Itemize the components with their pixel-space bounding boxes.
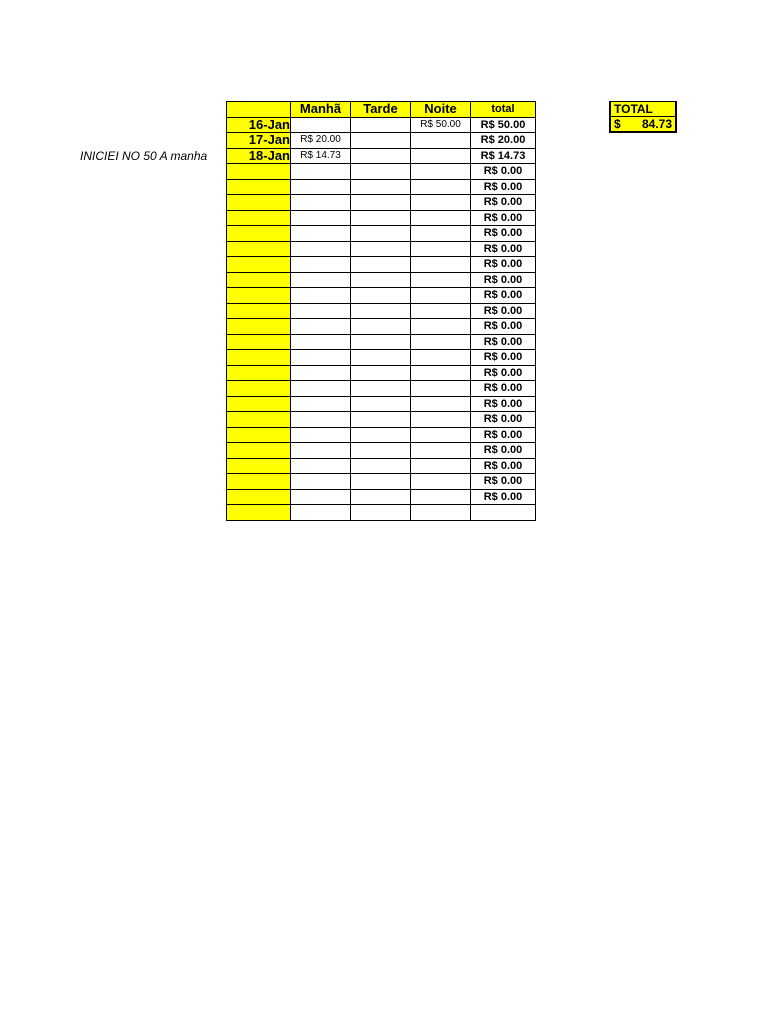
table-row	[227, 334, 536, 350]
tarde-cell[interactable]	[351, 303, 411, 319]
noite-cell[interactable]	[411, 474, 471, 490]
manha-cell[interactable]	[291, 303, 351, 319]
tarde-cell[interactable]	[351, 117, 411, 133]
date-cell[interactable]	[227, 412, 291, 428]
tarde-cell[interactable]	[351, 179, 411, 195]
table-row	[227, 257, 536, 273]
total-cell[interactable]: R$ 0.00	[471, 458, 536, 474]
noite-cell[interactable]	[411, 210, 471, 226]
date-cell[interactable]	[227, 164, 291, 180]
table-row	[227, 195, 536, 211]
noite-cell[interactable]	[411, 365, 471, 381]
manha-cell[interactable]	[291, 164, 351, 180]
manha-cell[interactable]	[291, 179, 351, 195]
tarde-cell[interactable]	[351, 148, 411, 164]
total-cell[interactable]: R$ 0.00	[471, 443, 536, 459]
header-tarde[interactable]: Tarde	[351, 102, 411, 118]
manha-cell[interactable]	[291, 117, 351, 133]
tarde-cell[interactable]	[351, 396, 411, 412]
total-cell[interactable]: R$ 0.00	[471, 350, 536, 366]
manha-cell[interactable]	[291, 288, 351, 304]
table-row	[227, 458, 536, 474]
manha-cell[interactable]	[291, 257, 351, 273]
table-row	[227, 443, 536, 459]
total-cell[interactable]: R$ 0.00	[471, 226, 536, 242]
date-cell[interactable]	[227, 396, 291, 412]
manha-cell[interactable]	[291, 334, 351, 350]
total-cell[interactable]: R$ 0.00	[471, 241, 536, 257]
table-row	[227, 241, 536, 257]
date-cell[interactable]	[227, 489, 291, 505]
total-cell[interactable]: R$ 0.00	[471, 381, 536, 397]
total-cell[interactable]: R$ 0.00	[471, 319, 536, 335]
manha-cell[interactable]	[291, 443, 351, 459]
table-row	[227, 505, 536, 521]
header-manha[interactable]: Manhã	[291, 102, 351, 118]
tarde-cell[interactable]	[351, 195, 411, 211]
tarde-cell[interactable]	[351, 443, 411, 459]
noite-cell[interactable]	[411, 133, 471, 149]
table-row	[227, 210, 536, 226]
table-row	[227, 272, 536, 288]
header-noite[interactable]: Noite	[411, 102, 471, 118]
date-cell[interactable]	[227, 334, 291, 350]
manha-cell[interactable]	[291, 350, 351, 366]
expense-table	[226, 101, 536, 521]
date-cell[interactable]	[227, 288, 291, 304]
total-cell[interactable]: R$ 0.00	[471, 272, 536, 288]
date-cell[interactable]: 17-Jan	[227, 133, 291, 149]
date-cell[interactable]	[227, 365, 291, 381]
table-row	[227, 288, 536, 304]
total-cell[interactable]: R$ 0.00	[471, 396, 536, 412]
table-row	[227, 412, 536, 428]
total-cell[interactable]: R$ 14.73	[471, 148, 536, 164]
table-row	[227, 396, 536, 412]
date-cell[interactable]	[227, 272, 291, 288]
manha-cell[interactable]	[291, 226, 351, 242]
noite-cell[interactable]	[411, 164, 471, 180]
grand-total-currency: $	[614, 117, 621, 131]
date-cell[interactable]	[227, 257, 291, 273]
manha-cell[interactable]	[291, 427, 351, 443]
noite-cell[interactable]	[411, 303, 471, 319]
noite-cell[interactable]	[411, 489, 471, 505]
total-cell[interactable]: R$ 0.00	[471, 179, 536, 195]
noite-cell[interactable]	[411, 412, 471, 428]
noite-cell[interactable]	[411, 319, 471, 335]
tarde-cell[interactable]	[351, 334, 411, 350]
grand-total-label[interactable]: TOTAL	[610, 102, 676, 117]
tarde-cell[interactable]	[351, 365, 411, 381]
manha-cell[interactable]	[291, 365, 351, 381]
tarde-cell[interactable]	[351, 381, 411, 397]
table-row	[227, 148, 536, 164]
table-row	[227, 179, 536, 195]
tarde-cell[interactable]	[351, 412, 411, 428]
table-row	[227, 164, 536, 180]
date-cell[interactable]	[227, 195, 291, 211]
total-cell[interactable]: R$ 0.00	[471, 164, 536, 180]
noite-cell[interactable]: R$ 50.00	[411, 117, 471, 133]
date-cell[interactable]	[227, 241, 291, 257]
manha-cell[interactable]	[291, 489, 351, 505]
manha-cell[interactable]	[291, 195, 351, 211]
noite-cell[interactable]	[411, 179, 471, 195]
note-text: INICIEI NO 50 A manha	[80, 149, 208, 163]
tarde-cell[interactable]	[351, 226, 411, 242]
total-cell[interactable]: R$ 0.00	[471, 210, 536, 226]
date-cell[interactable]	[227, 319, 291, 335]
grand-total-amount: 84.73	[641, 117, 672, 131]
total-cell[interactable]: R$ 0.00	[471, 427, 536, 443]
tarde-cell[interactable]	[351, 458, 411, 474]
noite-cell[interactable]	[411, 257, 471, 273]
noite-cell[interactable]	[411, 381, 471, 397]
header-row	[227, 102, 536, 118]
noite-cell[interactable]	[411, 505, 471, 521]
manha-cell[interactable]	[291, 412, 351, 428]
manha-cell[interactable]	[291, 319, 351, 335]
total-cell[interactable]: R$ 0.00	[471, 334, 536, 350]
noite-cell[interactable]	[411, 427, 471, 443]
date-cell[interactable]	[227, 458, 291, 474]
total-cell[interactable]: R$ 20.00	[471, 133, 536, 149]
noite-cell[interactable]	[411, 148, 471, 164]
noite-cell[interactable]	[411, 195, 471, 211]
date-cell[interactable]	[227, 303, 291, 319]
tarde-cell[interactable]	[351, 474, 411, 490]
table-row	[227, 133, 536, 149]
tarde-cell[interactable]	[351, 133, 411, 149]
table-row	[227, 303, 536, 319]
date-cell[interactable]	[227, 505, 291, 521]
header-total[interactable]: total	[471, 102, 536, 118]
noite-cell[interactable]	[411, 458, 471, 474]
tarde-cell[interactable]	[351, 489, 411, 505]
total-cell[interactable]: R$ 50.00	[471, 117, 536, 133]
noite-cell[interactable]	[411, 241, 471, 257]
manha-cell[interactable]: R$ 20.00	[291, 133, 351, 149]
tarde-cell[interactable]	[351, 319, 411, 335]
manha-cell[interactable]	[291, 272, 351, 288]
date-cell[interactable]	[227, 474, 291, 490]
total-cell[interactable]	[471, 505, 536, 521]
noite-cell[interactable]	[411, 396, 471, 412]
noite-cell[interactable]	[411, 272, 471, 288]
table-row	[227, 319, 536, 335]
table-row	[227, 489, 536, 505]
tarde-cell[interactable]	[351, 350, 411, 366]
noite-cell[interactable]	[411, 288, 471, 304]
date-cell[interactable]	[227, 381, 291, 397]
total-cell[interactable]: R$ 0.00	[471, 257, 536, 273]
manha-cell[interactable]	[291, 241, 351, 257]
table-row	[227, 427, 536, 443]
manha-cell[interactable]	[291, 210, 351, 226]
table-row	[227, 365, 536, 381]
date-cell[interactable]	[227, 210, 291, 226]
noite-cell[interactable]	[411, 226, 471, 242]
total-cell[interactable]: R$ 0.00	[471, 288, 536, 304]
tarde-cell[interactable]	[351, 272, 411, 288]
total-cell[interactable]: R$ 0.00	[471, 365, 536, 381]
header-date[interactable]	[227, 102, 291, 118]
table-row	[227, 474, 536, 490]
date-cell[interactable]	[227, 443, 291, 459]
manha-cell[interactable]: R$ 14.73	[291, 148, 351, 164]
manha-cell[interactable]	[291, 474, 351, 490]
tarde-cell[interactable]	[351, 505, 411, 521]
tarde-cell[interactable]	[351, 427, 411, 443]
grand-total-box	[609, 101, 677, 133]
total-cell[interactable]: R$ 0.00	[471, 195, 536, 211]
noite-cell[interactable]	[411, 334, 471, 350]
manha-cell[interactable]	[291, 396, 351, 412]
manha-cell[interactable]	[291, 381, 351, 397]
noite-cell[interactable]	[411, 443, 471, 459]
date-cell[interactable]	[227, 350, 291, 366]
date-cell[interactable]	[227, 179, 291, 195]
total-cell[interactable]: R$ 0.00	[471, 303, 536, 319]
date-cell[interactable]	[227, 427, 291, 443]
grand-total-cell[interactable]	[610, 117, 676, 133]
tarde-cell[interactable]	[351, 288, 411, 304]
date-cell[interactable]: 18-Jan	[227, 148, 291, 164]
date-cell[interactable]	[227, 226, 291, 242]
tarde-cell[interactable]	[351, 241, 411, 257]
tarde-cell[interactable]	[351, 164, 411, 180]
total-cell[interactable]: R$ 0.00	[471, 489, 536, 505]
total-cell[interactable]: R$ 0.00	[471, 412, 536, 428]
manha-cell[interactable]	[291, 458, 351, 474]
manha-cell[interactable]	[291, 505, 351, 521]
tarde-cell[interactable]	[351, 210, 411, 226]
noite-cell[interactable]	[411, 350, 471, 366]
date-cell[interactable]: 16-Jan	[227, 117, 291, 133]
table-row	[227, 226, 536, 242]
tarde-cell[interactable]	[351, 257, 411, 273]
table-row	[227, 117, 536, 133]
table-row	[227, 350, 536, 366]
table-row	[227, 381, 536, 397]
total-cell[interactable]: R$ 0.00	[471, 474, 536, 490]
